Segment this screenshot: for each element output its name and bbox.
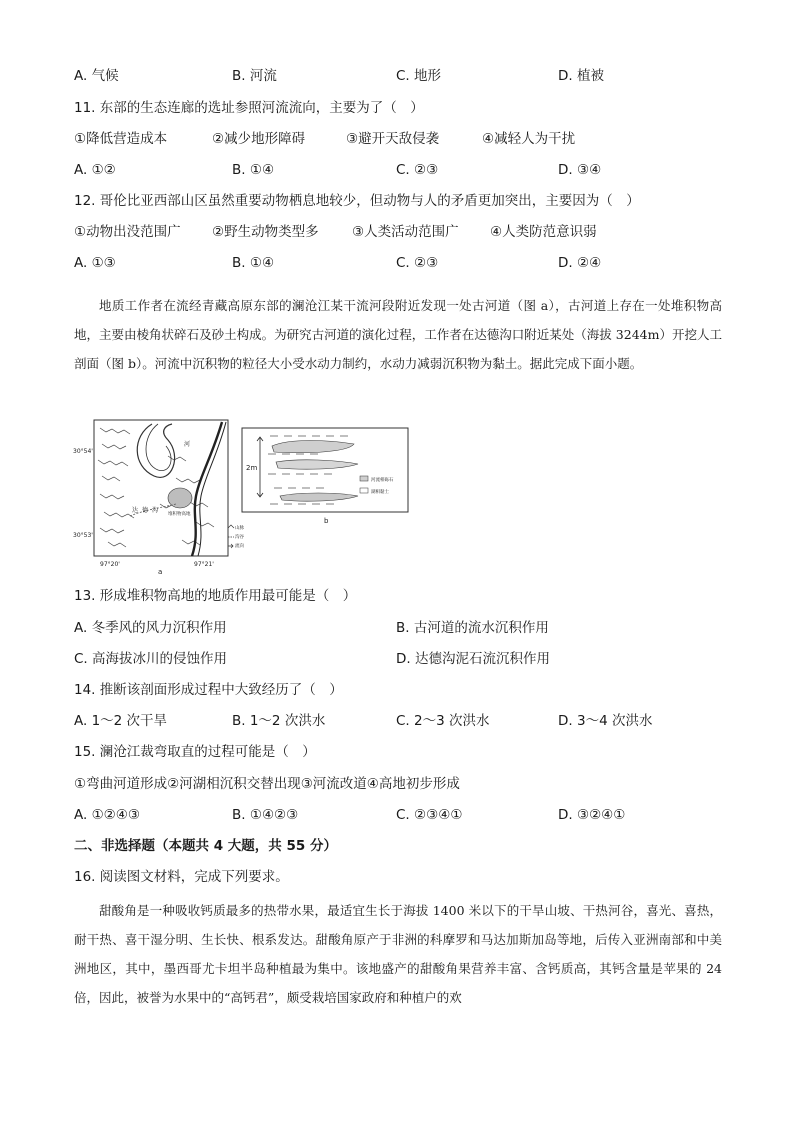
statement-1: ①动物出没范围广 [74, 224, 181, 240]
option-c: C. ②③④① [396, 807, 463, 823]
material-paragraph [74, 291, 722, 378]
question-stem: 15. 澜沧江裁弯取直的过程可能是（ ） [74, 744, 316, 760]
figure-caption-a: a [158, 568, 163, 576]
figure-section [240, 426, 410, 528]
lat-label-top: 30°54' [73, 448, 93, 455]
lon-label-left: 97°20' [100, 561, 120, 568]
statement-2: ②野生动物类型多 [212, 224, 319, 240]
q16-paragraph [74, 896, 722, 1012]
option-b: B. ①④②③ [232, 807, 299, 823]
option-a: A. 冬季风的风力沉积作用 [74, 620, 227, 636]
map-label-river: 河 [184, 441, 191, 448]
option-d: D. 达德沟泥石流沉积作用 [396, 651, 550, 667]
option-c: C. 2～3 次洪水 [396, 713, 490, 729]
option-a: A. ①② [74, 162, 116, 178]
legend-mountain: 山脉 [235, 526, 244, 531]
question-stem: 11. 东部的生态连廊的选址参照河流流向，主要为了（ ） [74, 100, 424, 116]
option-c: C. ②③ [396, 255, 439, 271]
option-b: B. ①④ [232, 255, 275, 271]
figure-map [72, 416, 244, 576]
material-text: 地质工作者在流经青藏高原东部的澜沧江某干流河段附近发现一处古河道（图 a），古河道上存在一处堆积物高地，主要由棱角状碎石及砂土构成。为研究古河道的演化过程，工作者在达德沟口附近某处（海拔 3244m）开挖人工剖面（图 b）。河流中沉积物的粒径大小受水动力制约，水动力减弱沉积物为黏土。据此完成下面小题。 [74, 298, 722, 371]
option-b: B. 1～2 次洪水 [232, 713, 326, 729]
lat-label-bottom: 30°53' [73, 532, 93, 539]
option-b: B. 古河道的流水沉积作用 [396, 620, 549, 636]
map-label-de: 德 [142, 507, 149, 514]
option-d: D. ②④ [558, 255, 602, 271]
map-label-highland: 堆积物高地 [168, 512, 191, 517]
statement-4: ④减轻人为干扰 [482, 131, 576, 147]
figure-caption-b: b [324, 517, 329, 525]
legend-valley: 沟谷 [235, 535, 244, 540]
statement-3: ③避开天敌侵袭 [346, 131, 440, 147]
option-a: A. 1～2 次干旱 [74, 713, 168, 729]
question-stem: 13. 形成堆积物高地的地质作用最可能是（ ） [74, 588, 357, 604]
statement-3: ③人类活动范围广 [352, 224, 459, 240]
option-b: B. ①④ [232, 162, 275, 178]
legend-gravel: 河流相砾石 [371, 478, 394, 483]
question-stem: 12. 哥伦比亚西部山区虽然重要动物栖息地较少，但动物与人的矛盾更加突出，主要因为（ ） [74, 193, 640, 209]
option-a: A. ①②④③ [74, 807, 140, 823]
option-c: C. 高海拔冰川的侵蚀作用 [74, 651, 228, 667]
section-title: 二、非选择题（本题共 4 大题，共 55 分） [74, 838, 337, 854]
option-b: B. 河流 [232, 68, 277, 84]
option-d: D. 植被 [558, 68, 604, 84]
option-a: A. ①③ [74, 255, 116, 271]
map-label-da: 达 [132, 507, 139, 514]
lon-label-right: 97°21' [194, 561, 214, 568]
question-stem: 14. 推断该剖面形成过程中大致经历了（ ） [74, 682, 343, 698]
option-c: C. 地形 [396, 68, 442, 84]
option-a: A. 气候 [74, 68, 119, 84]
option-d: D. ③②④① [558, 807, 626, 823]
legend-clay: 湖相黏土 [371, 490, 389, 495]
question-stem: 16. 阅读图文材料，完成下列要求。 [74, 869, 289, 885]
scale-label: 2m [246, 464, 258, 472]
statements: ①弯曲河道形成②河湖相沉积交替出现③河流改道④高地初步形成 [74, 776, 460, 792]
legend-flow: 流向 [235, 544, 244, 549]
option-c: C. ②③ [396, 162, 439, 178]
map-label-gou: 沟 [152, 507, 159, 514]
statement-4: ④人类防范意识弱 [490, 224, 597, 240]
q16-text: 甜酸角是一种吸收钙质最多的热带水果，最适宜生长于海拔 1400 米以下的干旱山坡、干热河谷，喜光、喜热，耐干热、喜干湿分明、生长快、根系发达。甜酸角原产于非洲的科摩罗和马达加斯加岛等地，后传入亚洲南部和中美洲地区，其中，墨西哥尤卡坦半岛种植最为集中。该地盛产的甜酸角果营养丰富、含钙质高，其钙含量是苹果的 24 倍，因此，被誉为水果中的“高钙君”，颇受栽培国家政府和种植户的欢 [74, 903, 722, 1005]
statement-2: ②减少地形障碍 [212, 131, 306, 147]
option-d: D. ③④ [558, 162, 602, 178]
statement-1: ①降低营造成本 [74, 131, 168, 147]
option-d: D. 3～4 次洪水 [558, 713, 653, 729]
